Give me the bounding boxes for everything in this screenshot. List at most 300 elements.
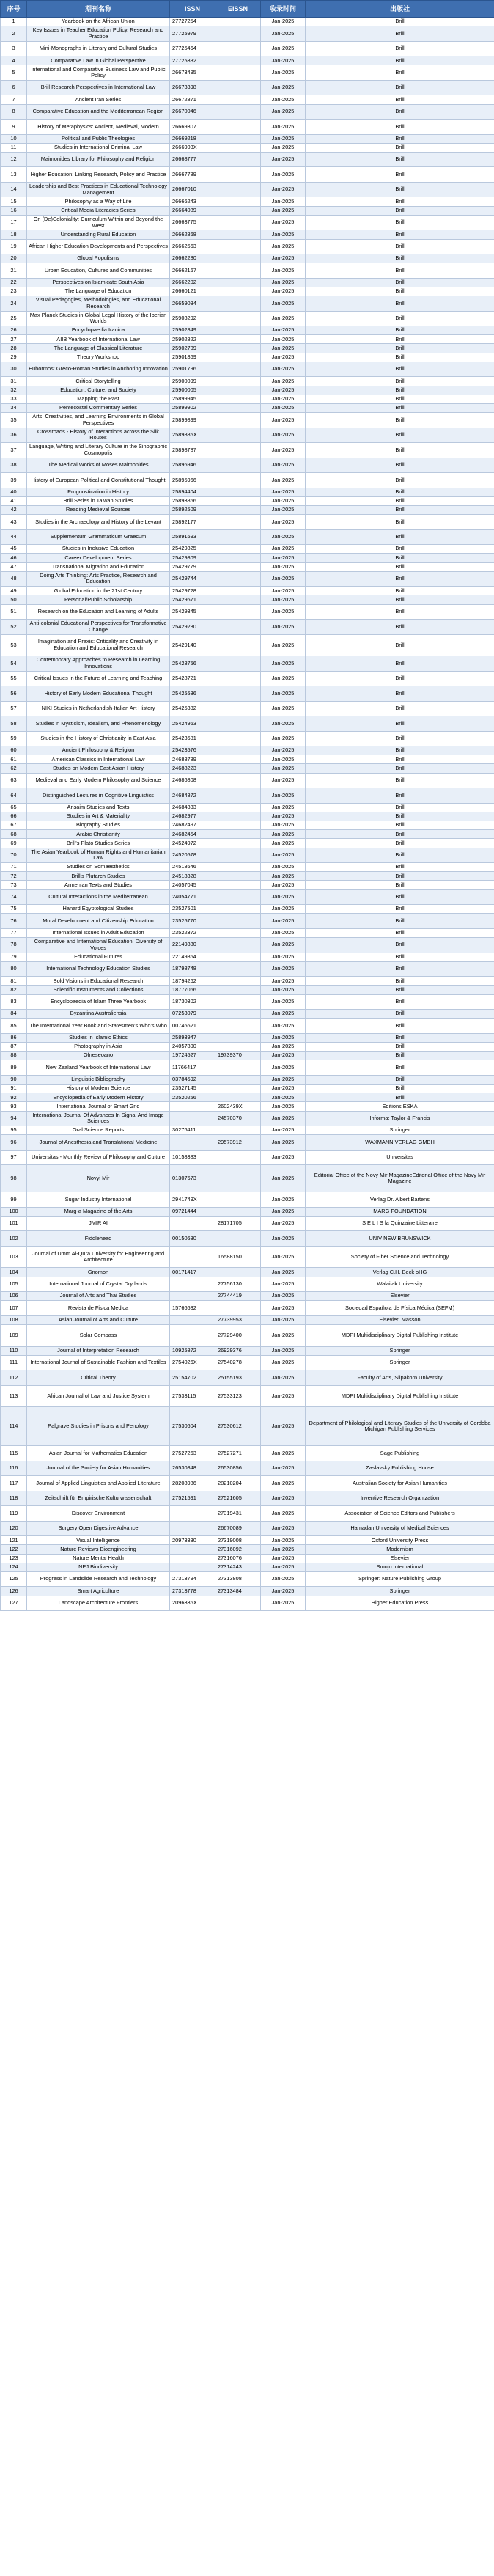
cell-issn: 27725332 xyxy=(170,56,215,65)
cell-issn: 27313778 xyxy=(170,1587,215,1596)
cell-title: Transnational Migration and Education xyxy=(27,562,170,571)
cell-no: 1 xyxy=(1,18,27,26)
cell-title: Encyclopedia of Early Modern History xyxy=(27,1093,170,1102)
cell-title: Marg-a Magazine of the Arts xyxy=(27,1207,170,1216)
cell-eissn xyxy=(215,562,261,571)
cell-date: Jan-2025 xyxy=(261,152,306,167)
cell-issn xyxy=(170,1277,215,1292)
cell-eissn xyxy=(215,812,261,821)
table-row xyxy=(1,1385,494,1407)
cell-no: 26 xyxy=(1,326,27,335)
cell-eissn xyxy=(215,395,261,403)
table-row xyxy=(1,1268,494,1277)
cell-no: 86 xyxy=(1,1033,27,1042)
cell-title: Leadership and Best Practices in Educational Technology Management xyxy=(27,182,170,197)
cell-issn: 26667010 xyxy=(170,182,215,197)
table-row xyxy=(1,1150,494,1165)
cell-no: 5 xyxy=(1,65,27,81)
cell-issn: 00746621 xyxy=(170,1019,215,1034)
cell-date: Jan-2025 xyxy=(261,545,306,554)
cell-eissn xyxy=(215,1093,261,1102)
cell-issn: 26667789 xyxy=(170,167,215,183)
cell-no: 118 xyxy=(1,1491,27,1506)
cell-no: 46 xyxy=(1,554,27,562)
cell-no: 119 xyxy=(1,1506,27,1522)
table-row xyxy=(1,1246,494,1268)
cell-pub: Brill xyxy=(306,120,494,135)
cell-issn: 25901869 xyxy=(170,353,215,362)
cell-date: Jan-2025 xyxy=(261,1060,306,1076)
cell-pub: Brill xyxy=(306,230,494,239)
cell-title: Understanding Rural Education xyxy=(27,230,170,239)
cell-no: 94 xyxy=(1,1111,27,1126)
cell-title: Nature Mental Health xyxy=(27,1554,170,1563)
cell-pub: Brill xyxy=(306,701,494,716)
cell-issn: 26530848 xyxy=(170,1461,215,1476)
cell-pub: Informa: Taylor & Francis xyxy=(306,1111,494,1126)
cell-eissn xyxy=(215,604,261,620)
cell-eissn: 27316076 xyxy=(215,1554,261,1563)
table-row xyxy=(1,604,494,620)
cell-eissn xyxy=(215,41,261,56)
cell-date: Jan-2025 xyxy=(261,604,306,620)
cell-pub: Springer xyxy=(306,1587,494,1596)
cell-title: Nature Reviews Bioengineering xyxy=(27,1545,170,1554)
cell-issn: 25429825 xyxy=(170,545,215,554)
cell-no: 91 xyxy=(1,1085,27,1093)
cell-title: Imagination and Praxis: Criticality and Creativity in Education and Educational Research xyxy=(27,634,170,656)
cell-issn: 26662868 xyxy=(170,230,215,239)
cell-issn: 25429345 xyxy=(170,604,215,620)
table-row xyxy=(1,914,494,929)
cell-eissn: 27314243 xyxy=(215,1563,261,1571)
cell-no: 57 xyxy=(1,701,27,716)
cell-eissn: 27313484 xyxy=(215,1587,261,1596)
cell-pub: Brill xyxy=(306,1075,494,1084)
cell-date: Jan-2025 xyxy=(261,167,306,183)
cell-no: 111 xyxy=(1,1355,27,1370)
cell-issn: 25898787 xyxy=(170,443,215,458)
cell-title: American Classics in International Law xyxy=(27,755,170,764)
cell-date: Jan-2025 xyxy=(261,1246,306,1268)
cell-eissn: 26929376 xyxy=(215,1346,261,1355)
cell-no: 6 xyxy=(1,80,27,95)
cell-pub: Brill xyxy=(306,362,494,377)
cell-no: 120 xyxy=(1,1521,27,1536)
cell-no: 84 xyxy=(1,1010,27,1019)
cell-eissn xyxy=(215,961,261,977)
table-row xyxy=(1,41,494,56)
cell-date: Jan-2025 xyxy=(261,1102,306,1111)
cell-no: 35 xyxy=(1,413,27,428)
cell-issn: 26659034 xyxy=(170,296,215,312)
cell-eissn xyxy=(215,215,261,230)
table-row xyxy=(1,1545,494,1554)
cell-eissn: 26530856 xyxy=(215,1461,261,1476)
cell-eissn xyxy=(215,326,261,335)
header-title: 期刊名称 xyxy=(27,1,170,18)
cell-eissn xyxy=(215,746,261,755)
cell-title: Biography Studies xyxy=(27,821,170,830)
cell-no: 113 xyxy=(1,1385,27,1407)
cell-pub: Brill xyxy=(306,1093,494,1102)
cell-pub: Association of Science Editors and Publishers xyxy=(306,1506,494,1522)
cell-issn: 25429671 xyxy=(170,595,215,604)
cell-date: Jan-2025 xyxy=(261,1019,306,1034)
cell-no: 90 xyxy=(1,1075,27,1084)
table-row xyxy=(1,1521,494,1536)
cell-eissn xyxy=(215,1165,261,1192)
cell-title: Language, Writing and Literary Culture in the Sinographic Cosmopolis xyxy=(27,443,170,458)
cell-issn xyxy=(170,1554,215,1563)
cell-eissn xyxy=(215,773,261,788)
cell-eissn xyxy=(215,671,261,686)
table-row xyxy=(1,311,494,326)
cell-eissn xyxy=(215,977,261,986)
cell-pub: Brill xyxy=(306,143,494,152)
table-row xyxy=(1,1060,494,1076)
cell-issn: 24684872 xyxy=(170,788,215,804)
cell-title: Reading Medieval Sources xyxy=(27,505,170,514)
cell-pub: Walailak University xyxy=(306,1277,494,1292)
table-row xyxy=(1,1292,494,1301)
cell-issn xyxy=(170,1111,215,1126)
cell-pub: Verlag Dr. Albert Bartens xyxy=(306,1192,494,1208)
cell-issn: 23522372 xyxy=(170,928,215,937)
cell-title: Studies on Modern East Asian History xyxy=(27,764,170,773)
cell-eissn xyxy=(215,928,261,937)
cell-eissn xyxy=(215,1268,261,1277)
cell-date: Jan-2025 xyxy=(261,197,306,206)
cell-date: Jan-2025 xyxy=(261,928,306,937)
cell-title: Critical Issues in the Future of Learning and Teaching xyxy=(27,671,170,686)
cell-eissn: 28210204 xyxy=(215,1476,261,1491)
cell-no: 3 xyxy=(1,41,27,56)
cell-pub: Brill xyxy=(306,26,494,42)
cell-pub: Brill xyxy=(306,134,494,143)
cell-no: 38 xyxy=(1,458,27,473)
table-row xyxy=(1,428,494,443)
table-row xyxy=(1,1315,494,1324)
cell-title: Comparative and International Education: Diversity of Voices xyxy=(27,938,170,953)
cell-no: 7 xyxy=(1,95,27,104)
cell-no: 71 xyxy=(1,863,27,872)
cell-pub: Brill xyxy=(306,311,494,326)
cell-title: Encyclopaedia of Islam Three Yearbook xyxy=(27,994,170,1010)
cell-pub: Australian Society for Asian Humanities xyxy=(306,1476,494,1491)
table-row xyxy=(1,938,494,953)
table-row xyxy=(1,905,494,914)
cell-pub: Brill xyxy=(306,986,494,994)
cell-issn: 2941749X xyxy=(170,1192,215,1208)
cell-pub: Editorial Office of the Novy Mir MagazineEditorial Office of the Novy Mir Magazine xyxy=(306,1165,494,1192)
table-row xyxy=(1,764,494,773)
cell-eissn: 27527271 xyxy=(215,1446,261,1461)
cell-date: Jan-2025 xyxy=(261,278,306,287)
cell-title: Theory Workshop xyxy=(27,353,170,362)
cell-date: Jan-2025 xyxy=(261,1135,306,1151)
table-row xyxy=(1,830,494,839)
cell-date: Jan-2025 xyxy=(261,1346,306,1355)
cell-title: NPJ Biodiversity xyxy=(27,1563,170,1571)
cell-date: Jan-2025 xyxy=(261,953,306,961)
cell-pub: Inventive Research Organization xyxy=(306,1491,494,1506)
table-row xyxy=(1,239,494,254)
cell-no: 17 xyxy=(1,215,27,230)
cell-issn: 23527145 xyxy=(170,1085,215,1093)
cell-no: 52 xyxy=(1,620,27,635)
cell-date: Jan-2025 xyxy=(261,821,306,830)
cell-issn: 27725979 xyxy=(170,26,215,42)
cell-date: Jan-2025 xyxy=(261,1521,306,1536)
cell-issn xyxy=(170,1292,215,1301)
cell-title: Journal of Umm Al-Qura University for Engineering and Architecture xyxy=(27,1246,170,1268)
cell-eissn xyxy=(215,1010,261,1019)
cell-no: 122 xyxy=(1,1545,27,1554)
cell-title: Arts, Creativities, and Learning Environments in Global Perspectives xyxy=(27,413,170,428)
cell-title: Perspectives on Islamicate South Asia xyxy=(27,278,170,287)
cell-no: 81 xyxy=(1,977,27,986)
cell-pub: Brill xyxy=(306,386,494,395)
cell-eissn xyxy=(215,496,261,505)
cell-pub: Brill xyxy=(306,881,494,889)
table-row xyxy=(1,953,494,961)
cell-pub: Brill xyxy=(306,56,494,65)
cell-issn: 25899899 xyxy=(170,413,215,428)
table-row xyxy=(1,287,494,296)
cell-date: Jan-2025 xyxy=(261,443,306,458)
cell-eissn xyxy=(215,1042,261,1051)
cell-issn: 26672871 xyxy=(170,95,215,104)
cell-title: Anti-colonial Educational Perspectives for Transformative Change xyxy=(27,620,170,635)
cell-issn: 25429140 xyxy=(170,634,215,656)
table-row xyxy=(1,1033,494,1042)
cell-pub: Brill xyxy=(306,326,494,335)
cell-date: Jan-2025 xyxy=(261,496,306,505)
cell-date: Jan-2025 xyxy=(261,773,306,788)
table-row xyxy=(1,1192,494,1208)
cell-title: Yearbook on the African Union xyxy=(27,18,170,26)
cell-issn: 24688223 xyxy=(170,764,215,773)
cell-title: African Journal of Law and Justice System xyxy=(27,1385,170,1407)
cell-issn: 26666243 xyxy=(170,197,215,206)
table-row xyxy=(1,1111,494,1126)
cell-eissn xyxy=(215,1075,261,1084)
cell-title: International Journal Of Advances In Signal And Image Sciences xyxy=(27,1111,170,1126)
cell-issn: 24686808 xyxy=(170,773,215,788)
cell-date: Jan-2025 xyxy=(261,26,306,42)
cell-date: Jan-2025 xyxy=(261,863,306,872)
cell-eissn xyxy=(215,545,261,554)
cell-issn: 25891693 xyxy=(170,529,215,545)
cell-date: Jan-2025 xyxy=(261,1596,306,1611)
cell-eissn xyxy=(215,1033,261,1042)
cell-pub: Brill xyxy=(306,1085,494,1093)
cell-eissn: 25155193 xyxy=(215,1370,261,1386)
cell-eissn xyxy=(215,230,261,239)
cell-title: Bold Visions in Educational Research xyxy=(27,977,170,986)
table-row xyxy=(1,571,494,587)
cell-eissn xyxy=(215,764,261,773)
cell-date: Jan-2025 xyxy=(261,1042,306,1051)
cell-no: 15 xyxy=(1,197,27,206)
cell-title: Journal of the Society for Asian Humanities xyxy=(27,1461,170,1476)
cell-no: 31 xyxy=(1,377,27,386)
cell-eissn xyxy=(215,120,261,135)
cell-issn: 25893866 xyxy=(170,496,215,505)
cell-eissn xyxy=(215,143,261,152)
table-row xyxy=(1,1126,494,1135)
cell-eissn xyxy=(215,80,261,95)
cell-title: Crossroads - History of Interactions across the Silk Routes xyxy=(27,428,170,443)
cell-date: Jan-2025 xyxy=(261,287,306,296)
cell-pub: Brill xyxy=(306,803,494,812)
cell-no: 70 xyxy=(1,848,27,863)
cell-date: Jan-2025 xyxy=(261,529,306,545)
cell-eissn: 27319008 xyxy=(215,1536,261,1545)
header-date: 收录时间 xyxy=(261,1,306,18)
cell-date: Jan-2025 xyxy=(261,413,306,428)
table-row xyxy=(1,1301,494,1316)
cell-eissn xyxy=(215,914,261,929)
cell-pub: Brill xyxy=(306,18,494,26)
header-no: 序号 xyxy=(1,1,27,18)
cell-pub: Higher Education Press xyxy=(306,1596,494,1611)
cell-date: Jan-2025 xyxy=(261,872,306,881)
cell-issn: 30276411 xyxy=(170,1126,215,1135)
cell-eissn xyxy=(215,529,261,545)
cell-date: Jan-2025 xyxy=(261,95,306,104)
cell-title: The Asian Yearbook of Human Rights and Humanitarian Law xyxy=(27,848,170,863)
cell-eissn xyxy=(215,554,261,562)
cell-title: Ancient Philosophy & Religion xyxy=(27,746,170,755)
cell-title: Key Issues in Teacher Education Policy, Research and Practice xyxy=(27,26,170,42)
cell-eissn xyxy=(215,458,261,473)
cell-eissn xyxy=(215,634,261,656)
cell-no: 96 xyxy=(1,1135,27,1151)
header-row xyxy=(1,1,494,18)
cell-no: 92 xyxy=(1,1093,27,1102)
cell-no: 20 xyxy=(1,254,27,263)
cell-issn: 10925872 xyxy=(170,1346,215,1355)
header-eissn: EISSN xyxy=(215,1,261,18)
cell-eissn xyxy=(215,848,261,863)
table-row xyxy=(1,928,494,937)
cell-no: 105 xyxy=(1,1277,27,1292)
table-row xyxy=(1,505,494,514)
cell-issn: 24520578 xyxy=(170,848,215,863)
cell-pub: Elsevier: Masson xyxy=(306,1315,494,1324)
cell-eissn: 27530612 xyxy=(215,1407,261,1446)
cell-issn: 27521591 xyxy=(170,1491,215,1506)
cell-eissn xyxy=(215,872,261,881)
cell-no: 4 xyxy=(1,56,27,65)
cell-title: Comparative Education and the Mediterranean Region xyxy=(27,104,170,120)
cell-title: Comparative Law in Global Perspective xyxy=(27,56,170,65)
table-row xyxy=(1,152,494,167)
cell-no: 95 xyxy=(1,1126,27,1135)
cell-pub: Department of Philological and Literary Studies of the University of Cordoba Michigan Publishing Services xyxy=(306,1407,494,1446)
cell-eissn xyxy=(215,1231,261,1247)
table-row xyxy=(1,1231,494,1247)
cell-issn: 25428721 xyxy=(170,671,215,686)
cell-no: 102 xyxy=(1,1231,27,1247)
cell-date: Jan-2025 xyxy=(261,994,306,1010)
cell-issn: 2589885X xyxy=(170,428,215,443)
cell-pub: Oxford University Press xyxy=(306,1536,494,1545)
cell-title: Higher Education: Linking Research, Policy and Practice xyxy=(27,167,170,183)
cell-pub: Brill xyxy=(306,562,494,571)
cell-date: Jan-2025 xyxy=(261,1150,306,1165)
cell-no: 89 xyxy=(1,1060,27,1076)
cell-date: Jan-2025 xyxy=(261,1033,306,1042)
table-row xyxy=(1,182,494,197)
cell-title: Critical Media Literacies Series xyxy=(27,206,170,215)
table-row xyxy=(1,296,494,312)
cell-title: Arabic Christianity xyxy=(27,830,170,839)
table-row xyxy=(1,120,494,135)
cell-eissn xyxy=(215,686,261,702)
cell-title: Ofneseoano xyxy=(27,1052,170,1060)
cell-date: Jan-2025 xyxy=(261,595,306,604)
table-row xyxy=(1,1019,494,1034)
table-row xyxy=(1,872,494,881)
cell-issn: 24057045 xyxy=(170,881,215,889)
cell-title: Personal/Public Scholarship xyxy=(27,595,170,604)
cell-date: Jan-2025 xyxy=(261,746,306,755)
cell-issn: 24518328 xyxy=(170,872,215,881)
cell-date: Jan-2025 xyxy=(261,1370,306,1386)
cell-title: JMIR AI xyxy=(27,1216,170,1231)
cell-pub: Springer xyxy=(306,1355,494,1370)
cell-issn xyxy=(170,1521,215,1536)
cell-date: Jan-2025 xyxy=(261,1563,306,1571)
cell-issn: 26662167 xyxy=(170,263,215,279)
cell-date: Jan-2025 xyxy=(261,1216,306,1231)
cell-no: 34 xyxy=(1,403,27,412)
cell-no: 64 xyxy=(1,788,27,804)
table-row xyxy=(1,197,494,206)
cell-eissn: 27739953 xyxy=(215,1315,261,1324)
cell-no: 117 xyxy=(1,1476,27,1491)
table-row xyxy=(1,1563,494,1571)
table-row xyxy=(1,620,494,635)
cell-no: 121 xyxy=(1,1536,27,1545)
cell-date: Jan-2025 xyxy=(261,986,306,994)
cell-no: 93 xyxy=(1,1102,27,1111)
cell-issn: 25903292 xyxy=(170,311,215,326)
cell-title: Pentecostal Commentary Series xyxy=(27,403,170,412)
cell-title: Sugar Industry International xyxy=(27,1192,170,1208)
table-row xyxy=(1,812,494,821)
cell-date: Jan-2025 xyxy=(261,1407,306,1446)
cell-no: 115 xyxy=(1,1446,27,1461)
cell-pub: Brill xyxy=(306,716,494,732)
table-row xyxy=(1,278,494,287)
cell-issn xyxy=(170,1246,215,1268)
cell-title: International Technology Education Studies xyxy=(27,961,170,977)
cell-pub: Brill xyxy=(306,254,494,263)
table-row xyxy=(1,595,494,604)
cell-issn: 27530604 xyxy=(170,1407,215,1446)
cell-date: Jan-2025 xyxy=(261,311,306,326)
cell-issn: 2754026X xyxy=(170,1355,215,1370)
table-row xyxy=(1,1102,494,1111)
cell-issn: 00171417 xyxy=(170,1268,215,1277)
table-row xyxy=(1,1052,494,1060)
cell-pub: Brill xyxy=(306,788,494,804)
cell-date: Jan-2025 xyxy=(261,395,306,403)
